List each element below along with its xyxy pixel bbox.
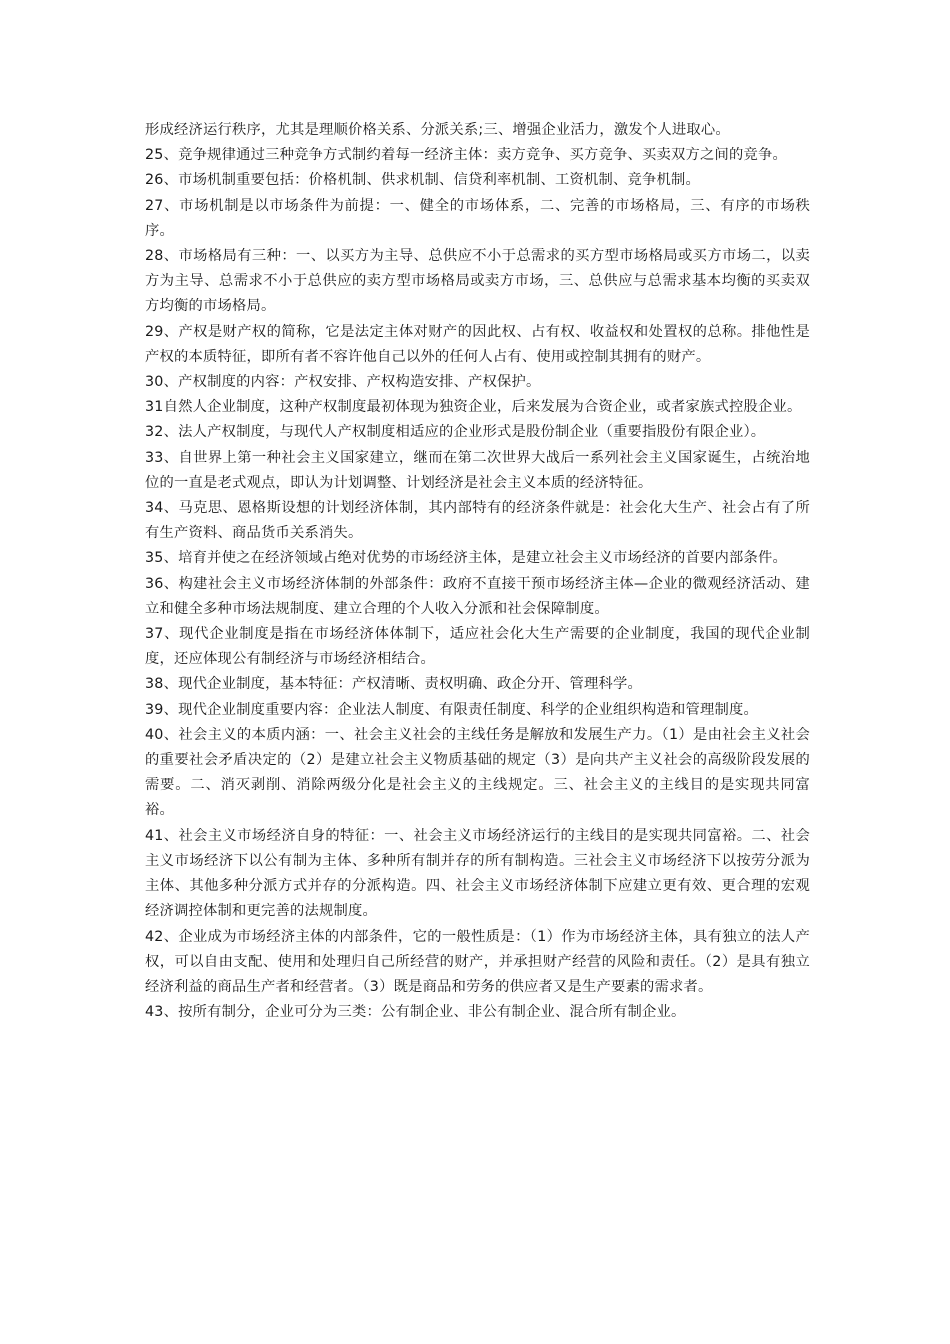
paragraph-item-37: 37、现代企业制度是指在市场经济体体制下，适应社会化大生产需要的企业制度，我国的现代企业制度，还应体现公有制经济与市场经济相结合。 [145,626,810,668]
paragraph-item-33: 33、自世界上第一种社会主义国家建立，继而在第二次世界大战后一系列社会主义国家诞生，占统治地位的一直是老式观点，即认为计划调整、计划经济是社会主义本质的经济特征。 [145,449,810,491]
paragraph-item-38: 38、现代企业制度，基本特征：产权清晰、责权明确、政企分开、管理科学。 [145,676,642,693]
paragraph-item-35: 35、培育并使之在经济领域占绝对优势的市场经济主体，是建立社会主义市场经济的首要内部条件。 [145,550,787,567]
paragraph-item-34: 34、马克思、恩格斯设想的计划经济体制，其内部特有的经济条件就是：社会化大生产、社会占有了所有生产资料、商品货币关系消失。 [145,500,810,542]
paragraph-item-36: 36、构建社会主义市场经济体制的外部条件：政府不直接干预市场经济主体—企业的微观经济活动、建立和健全多种市场法规制度、建立合理的个人收入分派和社会保障制度。 [145,575,810,617]
paragraph-item-28: 28、市场格局有三种：一、以买方为主导、总供应不小于总需求的买方型市场格局或买方市场二，以卖方为主导、总需求不小于总供应的卖方型市场格局或卖方市场，三、总供应与总需求基本均衡的买卖双方均衡的市场格局。 [145,248,810,315]
paragraph-item-41: 41、社会主义市场经济自身的特征：一、社会主义市场经济运行的主线目的是实现共同富裕。二、社会主义市场经济下以公有制为主体、多种所有制并存的所有制构造。三社会主义市场经济下以按劳分派为主体、其他多种分派方式并存的分派构造。四、社会主义市场经济体制下应建立更有效、更合理的宏观经济调控体制和更完善的法规制度。 [145,827,810,920]
paragraph-item-26: 26、市场机制重要包括：价格机制、供求机制、信贷利率机制、工资机制、竞争机制。 [145,172,700,189]
paragraph-item-27: 27、市场机制是以市场条件为前提：一、健全的市场体系，二、完善的市场格局，三、有序的市场秩序。 [145,197,810,239]
paragraph-item-42: 42、企业成为市场经济主体的内部条件，它的一般性质是：（1）作为市场经济主体，具有独立的法人产权，可以自由支配、使用和处理归自己所经营的财产，并承担财产经营的风险和责任。（2）是具有独立经济利益的商品生产者和经营者。（3）既是商品和劳务的供应者又是生产要素的需求者。 [145,928,810,995]
paragraph-item-25: 25、竞争规律通过三种竞争方式制约着每一经济主体：卖方竞争、买方竞争、买卖双方之间的竞争。 [145,147,787,164]
paragraph-item-32: 32、法人产权制度，与现代人产权制度相适应的企业形式是股份制企业（重要指股份有限企业）。 [145,424,766,441]
paragraph-item-31: 31自然人企业制度，这种产权制度最初体现为独资企业，后来发展为合资企业，或者家族式控股企业。 [145,399,802,416]
paragraph-item-29: 29、产权是财产权的简称，它是法定主体对财产的因此权、占有权、收益权和处置权的总称。排他性是产权的本质特征，即所有者不容许他自己以外的任何人占有、使用或控制其拥有的财产。 [145,323,810,365]
paragraph-item-43: 43、按所有制分，企业可分为三类：公有制企业、非公有制企业、混合所有制企业。 [145,1004,686,1021]
paragraph-item-39: 39、现代企业制度重要内容：企业法人制度、有限责任制度、科学的企业组织构造和管理制度。 [145,701,758,718]
document-body [145,118,810,1025]
paragraph-item-30: 30、产权制度的内容：产权安排、产权构造安排、产权保护。 [145,374,541,391]
paragraph-continuation: 形成经济运行秩序，尤其是理顺价格关系、分派关系;三、增强企业活力，激发个人进取心。 [145,122,730,138]
paragraph-item-40: 40、社会主义的本质内涵：一、社会主义社会的主线任务是解放和发展生产力。（1）是由社会主义社会的重要社会矛盾决定的（2）是建立社会主义物质基础的规定（3）是向共产主义社会的高级阶段发展的需要。二、消灭剥削、消除两级分化是社会主义的主线规定。三、社会主义的主线目的是实现共同富裕。 [145,726,810,819]
